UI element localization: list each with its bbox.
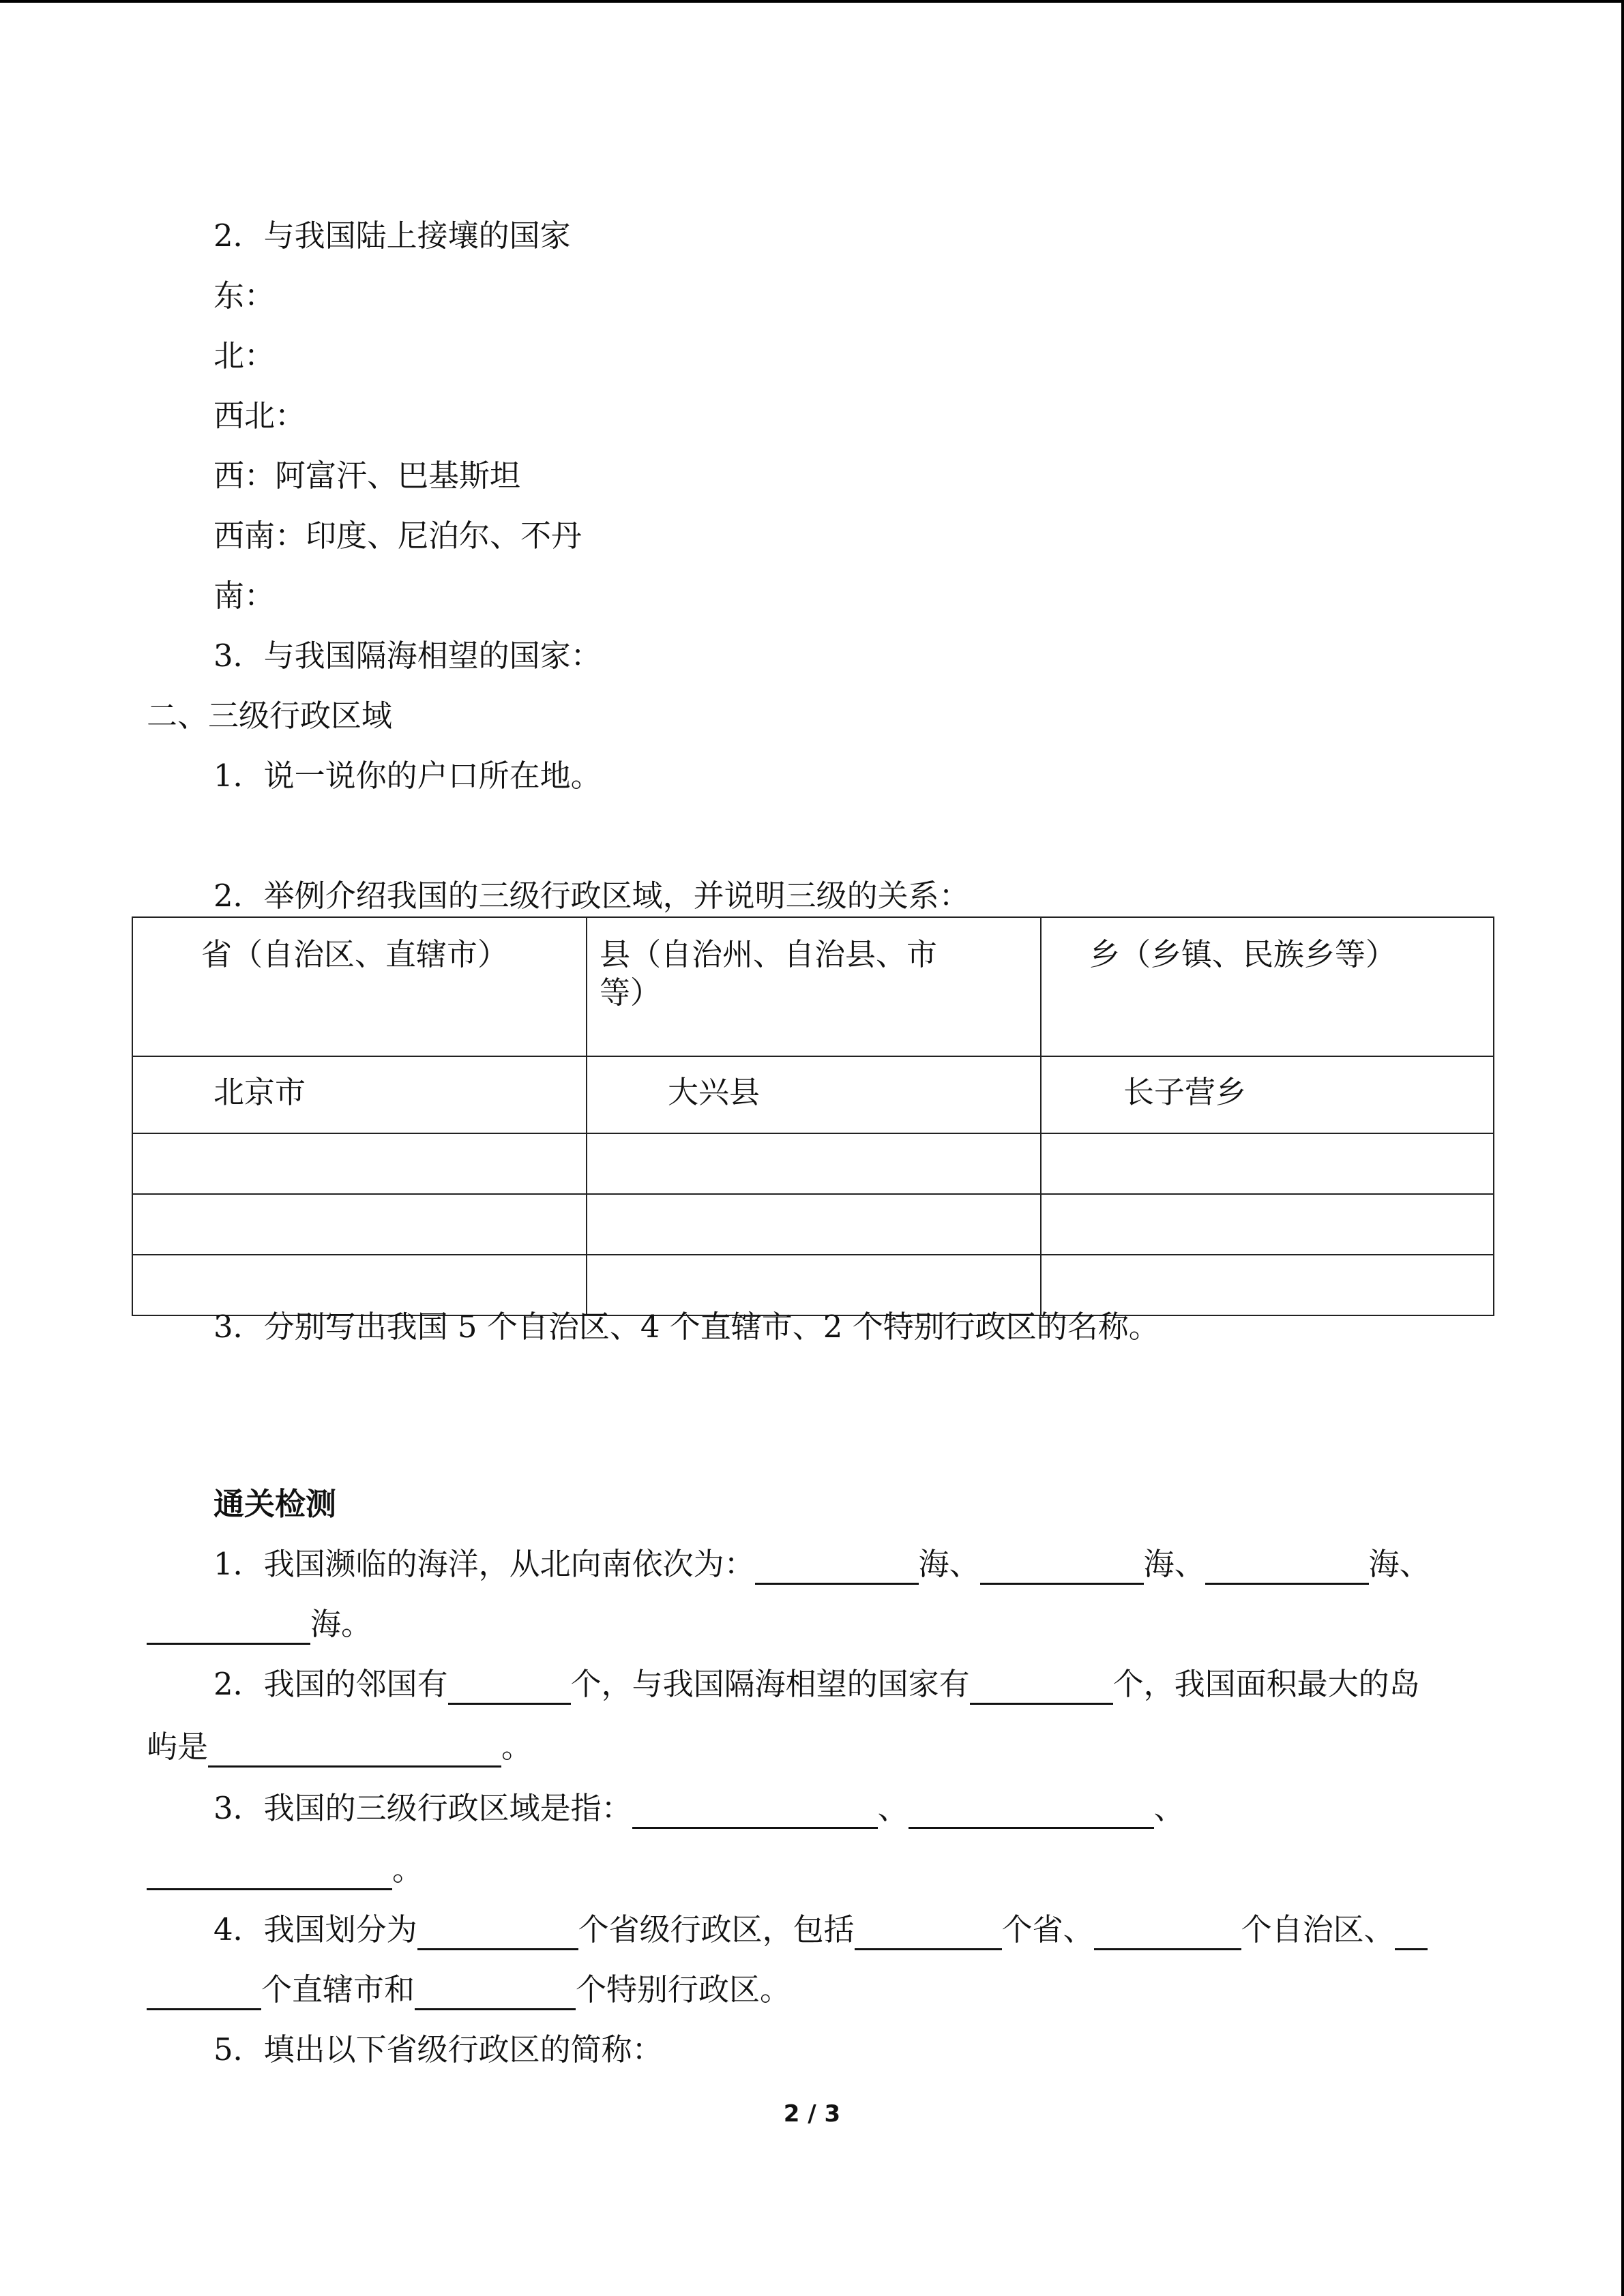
page-number: 2 / 3 xyxy=(783,2100,841,2128)
table-cell: 北京市 xyxy=(132,1056,587,1133)
table-header-township: 乡（乡镇、民族乡等） xyxy=(1041,917,1494,1056)
sea-end: 海。 xyxy=(310,1606,372,1642)
test-q2-line2 xyxy=(147,1727,532,1768)
test-q4-line2 xyxy=(147,1969,791,2010)
test-q4-text: 个省级行政区，包括 xyxy=(578,1911,855,1948)
table-cell: 大兴县 xyxy=(587,1056,1041,1133)
neighbor-south: 南： xyxy=(213,578,276,614)
test-q4-prompt: 4．我国划分为 xyxy=(213,1911,417,1948)
table-cell[interactable] xyxy=(587,1194,1041,1255)
table-row xyxy=(132,1056,1494,1133)
municipality-count-blank[interactable] xyxy=(1395,1914,1428,1950)
autonomous-count-blank[interactable] xyxy=(1094,1914,1241,1950)
test-q5: 5．填出以下省级行政区的简称： xyxy=(213,2031,663,2068)
table-header-province: 省（自治区、直辖市） xyxy=(132,917,587,1056)
q2-land-neighbors-title: 2．与我国陆上接壤的国家 xyxy=(213,218,571,254)
sea-blank-1[interactable] xyxy=(755,1549,919,1585)
section-heading-admin: 二、三级行政区域 xyxy=(147,698,393,734)
test-q3-sep: 、 xyxy=(877,1790,909,1826)
table-header-county xyxy=(587,917,1041,1056)
sea-suffix: 海、 xyxy=(918,1546,980,1582)
test-q4-text: 个特别行政区。 xyxy=(576,1971,791,2008)
test-q2-text: 屿是 xyxy=(147,1729,209,1765)
sea-blank-3[interactable] xyxy=(1205,1549,1369,1585)
test-q3-line1 xyxy=(213,1788,1185,1829)
test-heading: 通关检测 xyxy=(213,1486,337,1522)
sar-count-blank[interactable] xyxy=(415,1974,576,2010)
table-header-county-line2: 等） xyxy=(600,974,662,1011)
sea-neighbor-count-blank[interactable] xyxy=(970,1669,1113,1705)
test-q4-text: 个省、 xyxy=(1001,1911,1094,1948)
municipality-count-blank-cont[interactable] xyxy=(147,1974,261,2010)
table-row xyxy=(132,1133,1494,1194)
admin-level-blank-1[interactable] xyxy=(632,1793,878,1829)
sea-blank-2[interactable] xyxy=(980,1549,1144,1585)
page-border-top xyxy=(0,0,1624,3)
test-q1-prompt: 1．我国濒临的海洋，从北向南依次为： xyxy=(213,1546,755,1582)
sea-blank-4[interactable] xyxy=(147,1609,310,1645)
neighbor-count-blank[interactable] xyxy=(448,1669,571,1705)
test-q2-text: 个，与我国隔海相望的国家有 xyxy=(570,1666,970,1702)
neighbor-east: 东： xyxy=(213,278,276,314)
sea-suffix: 海、 xyxy=(1368,1546,1430,1582)
table-header-row xyxy=(132,917,1494,1056)
provincial-count-blank[interactable] xyxy=(417,1914,578,1950)
test-q2-text: 个，我国面积最大的岛 xyxy=(1112,1666,1420,1702)
neighbor-southwest: 西南：印度、尼泊尔、不丹 xyxy=(213,518,582,554)
table-cell[interactable] xyxy=(132,1133,587,1194)
table-header-county-line1: 县（自治州、自治县、市 xyxy=(600,936,938,972)
test-q3-sep: 、 xyxy=(1153,1790,1185,1826)
test-q2-text: 。 xyxy=(501,1729,533,1765)
admin-levels-table xyxy=(132,916,1494,1316)
test-q2-line1 xyxy=(213,1664,1420,1705)
test-q2-prompt: 2．我国的邻国有 xyxy=(213,1666,448,1702)
table-cell[interactable] xyxy=(1041,1133,1494,1194)
test-q4-text: 个自治区、 xyxy=(1241,1911,1395,1948)
province-count-blank[interactable] xyxy=(855,1914,1002,1950)
table-cell[interactable] xyxy=(132,1194,587,1255)
neighbor-west: 西：阿富汗、巴基斯坦 xyxy=(213,458,521,494)
largest-island-blank[interactable] xyxy=(208,1731,501,1768)
test-q1-line2 xyxy=(147,1604,372,1645)
q1-household-registration: 1．说一说你的户口所在地。 xyxy=(213,758,602,794)
admin-level-blank-2[interactable] xyxy=(909,1793,1154,1829)
table-cell[interactable] xyxy=(1041,1194,1494,1255)
q2-admin-levels: 2．举例介绍我国的三级行政区域，并说明三级的关系： xyxy=(213,878,970,914)
admin-level-blank-3[interactable] xyxy=(147,1854,392,1890)
neighbor-northwest: 西北： xyxy=(213,398,306,434)
sea-suffix: 海、 xyxy=(1143,1546,1205,1582)
test-q3-prompt: 3．我国的三级行政区域是指： xyxy=(213,1790,632,1826)
test-q3-end: 。 xyxy=(392,1851,424,1888)
table-row xyxy=(132,1194,1494,1255)
table-cell[interactable] xyxy=(587,1133,1041,1194)
neighbor-north: 北： xyxy=(213,338,276,374)
q3-autonomous-regions: 3．分别写出我国 5 个自治区、4 个直辖市、2 个特别行政区的名称。 xyxy=(213,1309,1160,1345)
test-q4-text: 个直辖市和 xyxy=(261,1971,415,2008)
table-cell: 长子营乡 xyxy=(1041,1056,1494,1133)
test-q4-line1 xyxy=(213,1909,1428,1950)
q3-sea-neighbors-title: 3．与我国隔海相望的国家： xyxy=(213,638,602,674)
test-q1-line1 xyxy=(213,1544,1430,1585)
page-border-right xyxy=(1621,0,1624,2296)
test-q3-line2 xyxy=(147,1849,423,1890)
